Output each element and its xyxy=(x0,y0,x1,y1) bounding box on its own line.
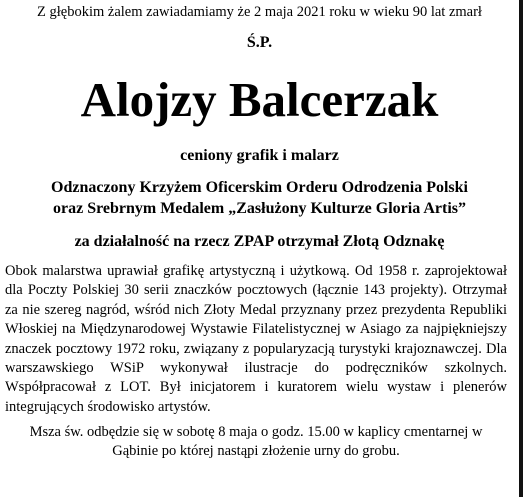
biography-paragraph: Obok malarstwa uprawiał grafikę artystyczną i użytkową. Od 1958 r. zaprojektował dla Poczty Polskiej 30 serii znaczków pocztowych (łącznie 143 projekty). Otrzymał za nie szereg nagród, wśród nich Złoty Medal przyznany przez prezydenta Republiki Włoskiej na Międzynarodowej Wystawie Filatelistycznej w Asiago za najpiękniejszy znaczek pocztowy 1972 roku, związany z popularyzacją turystyki krajoznawczej. Dla warszawskiego WSiP wykonywał ilustracje do podręczników szkolnych. Współpracował z LOT. Był inicjatorem i kuratorem wielu wystaw i plenerów integrujących środowisko artystów. xyxy=(5,263,507,415)
award-text: za działalność na rzecz ZPAP otrzymał Złotą Odznakę xyxy=(74,233,445,250)
funeral-line-1: Msza św. odbędzie się w sobotę 8 maja o godz. 15.00 w kaplicy cmentarnej w xyxy=(29,424,483,440)
intro-text: Z głębokim żalem zawiadamiamy że 2 maja 2021 roku w wieku 90 lat zmarł xyxy=(37,4,482,20)
deceased-name: Alojzy Balcerzak xyxy=(80,72,439,127)
honors-line-1: Odznaczony Krzyżem Oficerskim Orderu Odrodzenia Polski xyxy=(51,179,468,196)
memorial-prefix: Ś.P. xyxy=(246,34,273,51)
honors-block xyxy=(0,177,519,219)
profession-text: ceniony grafik i malarz xyxy=(180,147,339,164)
funeral-line-2: Gąbinie po której nastąpi złożenie urny do grobu. xyxy=(112,443,400,460)
honors-line-2: oraz Srebrnym Medalem „Zasłużony Kulturze Gloria Artis” xyxy=(53,200,466,217)
funeral-notice xyxy=(5,423,507,462)
